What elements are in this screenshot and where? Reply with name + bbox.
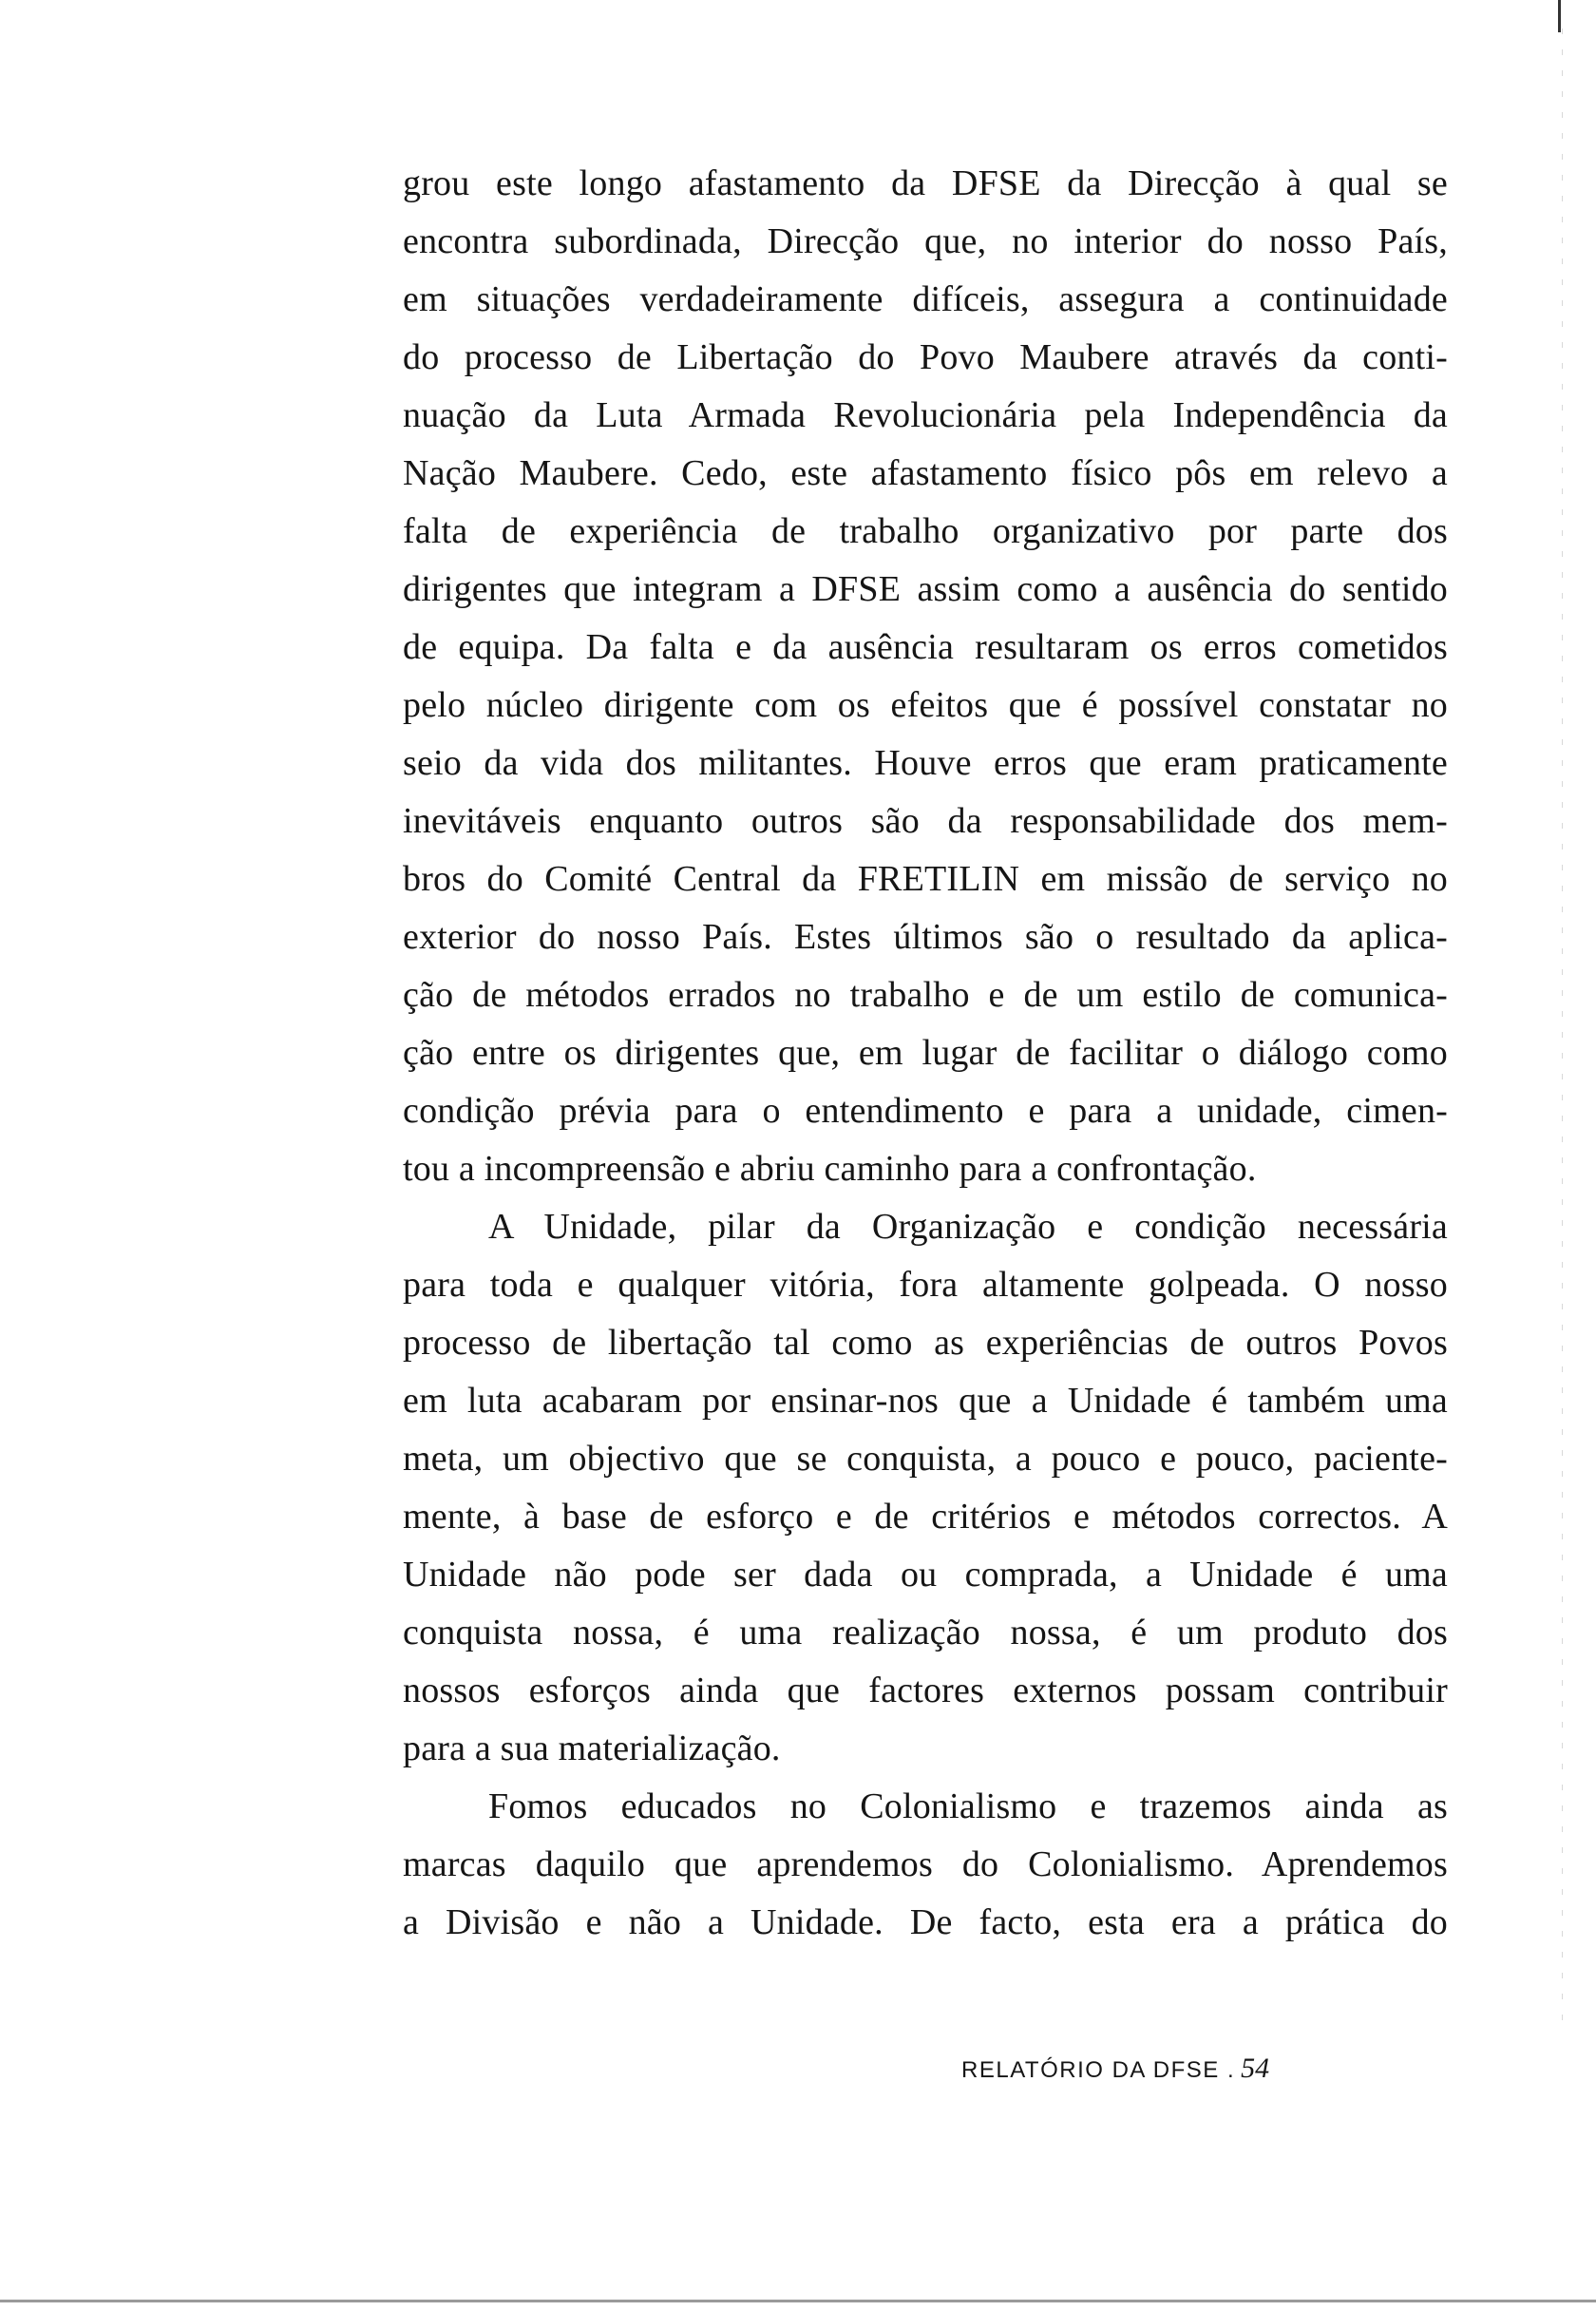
paragraph-first-line: Fomos educados no Colonialismo e trazemos ainda as — [488, 1786, 1448, 1826]
text-line: bros do Comité Central da FRETILIN em missão de serviço no — [403, 859, 1448, 899]
text-line: para toda e qualquer vitória, fora altamente golpeada. O nosso — [403, 1265, 1448, 1305]
text-line: conquista nossa, é uma realização nossa, é um produto dos — [403, 1613, 1448, 1652]
text-line: mente, à base de esforço e de critérios e métodos correctos. A — [403, 1497, 1448, 1537]
text-line: Unidade não pode ser dada ou comprada, a Unidade é uma — [403, 1555, 1448, 1595]
paragraph-end-line: para a sua materialização. — [403, 1728, 781, 1768]
text-line: meta, um objectivo que se conquista, a pouco e pouco, paciente- — [403, 1439, 1448, 1479]
text-line: encontra subordinada, Direcção que, no interior do nosso País, — [403, 221, 1448, 261]
text-line: pelo núcleo dirigente com os efeitos que é possível constatar no — [403, 685, 1448, 725]
text-line: falta de experiência de trabalho organizativo por parte dos — [403, 511, 1448, 551]
text-line: seio da vida dos militantes. Houve erros que eram praticamente — [403, 743, 1448, 783]
text-line: ção de métodos errados no trabalho e de um estilo de comunica- — [403, 975, 1448, 1015]
text-line: condição prévia para o entendimento e para a unidade, cimen- — [403, 1091, 1448, 1131]
text-line: a Divisão e não a Unidade. De facto, esta era a prática do — [403, 1902, 1448, 1942]
paragraph-first-line: A Unidade, pilar da Organização e condição necessária — [488, 1207, 1448, 1247]
page-edge-line — [1562, 29, 1563, 2024]
text-line: exterior do nosso País. Estes últimos são o resultado da aplica- — [403, 917, 1448, 957]
text-line: em situações verdadeiramente difíceis, assegura a continuidade — [403, 279, 1448, 319]
page-number: 54 — [1241, 2053, 1270, 2084]
text-line: de equipa. Da falta e da ausência resultaram os erros cometidos — [403, 627, 1448, 667]
text-line: nossos esforços ainda que factores externos possam contribuir — [403, 1671, 1448, 1710]
text-line: processo de libertação tal como as experiências de outros Povos — [403, 1323, 1448, 1363]
text-line: dirigentes que integram a DFSE assim como a ausência do sentido — [403, 569, 1448, 609]
text-line: Nação Maubere. Cedo, este afastamento físico pôs em relevo a — [403, 453, 1448, 493]
paragraph-end-line: tou a incompreensão e abriu caminho para a confrontação. — [403, 1149, 1257, 1189]
page-edge-mark — [1558, 0, 1561, 32]
scan-bottom-rule — [0, 2300, 1596, 2302]
text-line: marcas daquilo que aprendemos do Colonialismo. Aprendemos — [403, 1844, 1448, 1884]
text-line: do processo de Libertação do Povo Maubere através da conti- — [403, 337, 1448, 377]
text-line: inevitáveis enquanto outros são da responsabilidade dos mem- — [403, 801, 1448, 841]
text-line: em luta acabaram por ensinar-nos que a Unidade é também uma — [403, 1381, 1448, 1421]
text-line: nuação da Luta Armada Revolucionária pela Independência da — [403, 395, 1448, 435]
running-title: RELATÓRIO DA DFSE . — [961, 2057, 1236, 2083]
page-footer — [961, 2053, 1269, 2085]
text-line: grou este longo afastamento da DFSE da Direcção à qual se — [403, 163, 1448, 203]
text-line: ção entre os dirigentes que, em lugar de facilitar o diálogo como — [403, 1033, 1448, 1073]
